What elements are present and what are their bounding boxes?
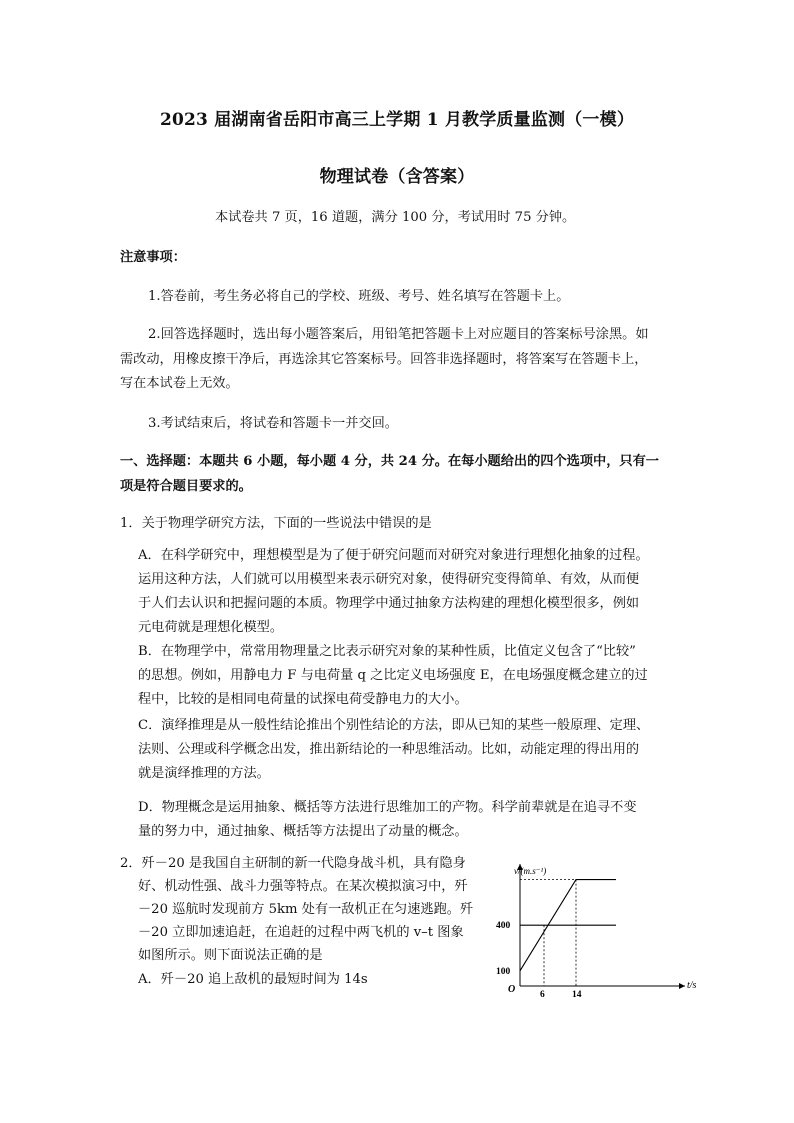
q1-option-a-line-2: 运用这种方法，人们就可以用模型来表示研究对象，使得研究变得简单、有效，从而便 — [138, 572, 640, 587]
y-tick-label: 100 — [496, 966, 511, 977]
x-axis-arrow — [679, 983, 685, 989]
notice-item-2-line-2: 需改动，用橡皮擦干净后，再选涂其它答案标号。回答非选择题时，将答案写在答题卡上， — [120, 352, 648, 367]
origin-label: O — [508, 984, 516, 995]
q1-option-c-line-1: C．演绎推理是从一般性结论推出个别性结论的方法，即从已知的某些一般原理、定理、 — [138, 718, 650, 733]
question-2-stem-line-3: －20 巡航时发现前方 5km 处有一敌机正在匀速逃跑。歼 — [138, 902, 474, 917]
q1-option-c-line-3: 就是演绎推理的方法。 — [138, 766, 270, 781]
vt-graph — [490, 852, 710, 1002]
q1-option-a-line-4: 元电荷就是理想化模型。 — [138, 620, 284, 635]
question-1-stem: 1．关于物理学研究方法，下面的一些说法中错误的是 — [120, 516, 432, 531]
q2-option-a: A．歼－20 追上敌机的最短时间为 14s — [138, 972, 368, 987]
q1-option-a-line-1: A．在科学研究中，理想模型是为了便于研究问题而对研究对象进行理想化抽象的过程。 — [138, 548, 649, 563]
q1-option-b-line-2: 的思想。例如，用静电力 F 与电荷量 q 之比定义电场强度 E，在电场强度概念建立的过 — [138, 668, 648, 683]
q1-option-d-line-2: 量的努力中，通过抽象、概括等方法提出了动量的概念。 — [138, 824, 468, 839]
exam-subtitle: 物理试卷（含答案） — [319, 167, 475, 187]
q1-option-a-line-3: 于人们去认识和把握问题的本质。物理学中通过抽象方法构建的理想化模型很多，例如 — [138, 596, 640, 611]
x-tick-label: 14 — [572, 990, 582, 1000]
notice-item-2-line-1: 2.回答选择题时，选出每小题答案后，用铅笔把答题卡上对应题目的答案标号涂黑。如 — [148, 327, 649, 342]
y-axis-label: v/(m.s⁻¹) — [514, 866, 547, 876]
question-2-stem-line-5: 如图所示。则下面说法正确的是 — [138, 948, 323, 963]
question-2-stem-line-4: －20 立即加速追赶，在追赶的过程中两飞机的 v–t 图象 — [138, 925, 464, 940]
section-1-heading-line-1: 一、选择题：本题共 6 小题，每小题 4 分，共 24 分。在每小题给出的四个选项中，只有一 — [120, 454, 659, 469]
notice-item-1: 1.答卷前，考生务必将自己的学校、班级、考号、姓名填写在答题卡上。 — [148, 289, 570, 304]
q1-option-b-line-3: 程中，比较的是相同电荷量的试探电荷受静电力的大小。 — [138, 692, 468, 707]
notice-item-2-line-3: 写在本试卷上无效。 — [120, 376, 239, 391]
x-axis-label: t/s — [687, 980, 697, 991]
exam-title: 2023 届湖南省岳阳市高三上学期 1 月教学质量监测（一模） — [159, 110, 635, 130]
section-1-heading-line-2: 项是符合题目要求的。 — [120, 479, 252, 494]
q1-option-d-line-1: D．物理概念是运用抽象、概括等方法进行思维加工的产物。科学前辈就是在追寻不变 — [138, 800, 637, 815]
question-2-stem-line-2: 好、机动性强、战斗力强等特点。在某次模拟演习中，歼 — [138, 879, 468, 894]
question-2-stem-line-1: 2．歼－20 是我国自主研制的新一代隐身战斗机，具有隐身 — [120, 856, 466, 871]
y-tick-label: 400 — [496, 921, 511, 932]
notice-item-3: 3.考试结束后，将试卷和答题卡一并交回。 — [148, 416, 398, 431]
exam-info: 本试卷共 7 页，16 道题，满分 100 分，考试用时 75 分钟。 — [215, 210, 576, 225]
x-tick-label: 6 — [540, 990, 545, 1000]
notice-heading: 注意事项： — [120, 250, 186, 265]
q1-option-c-line-2: 法则、公理或科学概念出发，推出新结论的一种思维活动。比如，动能定理的得出用的 — [138, 742, 640, 757]
q1-option-b-line-1: B．在物理学中，常常用物理量之比表示研究对象的某种性质，比值定义包含了“比较” — [138, 644, 636, 659]
